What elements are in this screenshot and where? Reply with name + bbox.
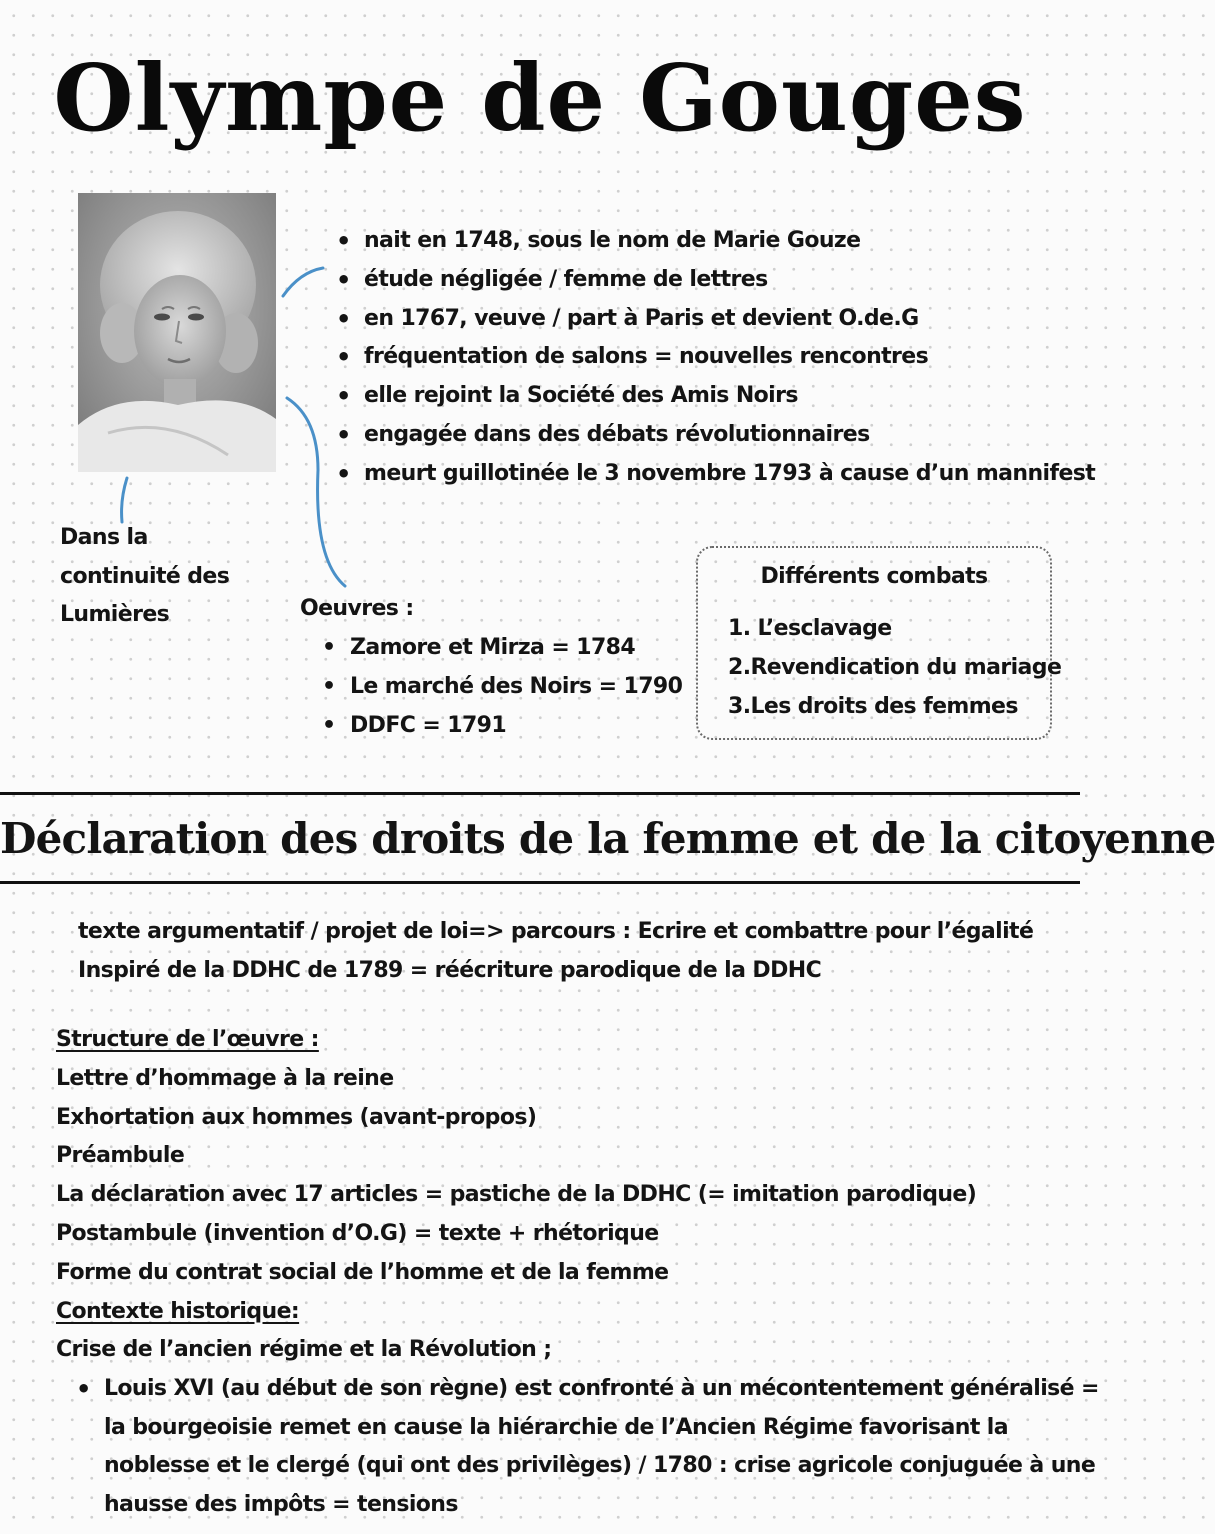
lumieres-line: continuité des [60,563,230,589]
bio-item: • en 1767, veuve / part à Paris et devient O.de.G [336,300,1095,339]
oeuvres-list [322,628,682,745]
connector-to-lumieres [122,478,127,522]
structure-item: Lettre d’hommage à la reine [56,1065,394,1091]
context-intro: Crise de l’ancien régime et la Révolution ; [56,1337,552,1363]
section-divider-top [0,792,1080,795]
lumieres-note [60,519,229,635]
intro-line: Inspiré de la DDHC de 1789 = réécriture parodique de la DDHC [78,957,822,983]
structure-item: Postambule (invention d’O.G) = texte + rhétorique [56,1220,659,1246]
structure-item: Exhortation aux hommes (avant-propos) [56,1104,537,1130]
oeuvre-item: • DDFC = 1791 [322,706,682,745]
structure-section [56,1021,976,1370]
combat-item: 3.Les droits des femmes [728,694,1018,719]
context-line: noblesse et le clergé (qui ont des privilèges) / 1780 : crise agricole conjuguée à une [104,1453,1096,1478]
structure-item: La déclaration avec 17 articles = pastiche de la DDHC (= imitation parodique) [56,1182,977,1208]
structure-item: Forme du contrat social de l’homme et de la femme [56,1259,669,1285]
context-line: Louis XVI (au début de son règne) est confronté à un mécontentement généralisé = [104,1376,1099,1401]
lumieres-line: Lumières [60,602,170,628]
context-bullet-icon: • [76,1375,91,1403]
context-line: hausse des impôts = tensions [104,1491,458,1517]
structure-heading: Structure de l’œuvre : [56,1027,319,1052]
bio-item: • elle rejoint la Société des Amis Noirs [336,377,1095,416]
oeuvre-item: • Zamore et Mirza = 1784 [322,628,682,667]
lumieres-line: Dans la [60,525,148,550]
intro-line: texte argumentatif / projet de loi=> parcours : Ecrire et combattre pour l’égalité [78,919,1034,944]
intro-text [78,913,1033,990]
page-title: Olympe de Gouges [53,44,1027,152]
combats-box [696,546,1062,740]
bio-item: • meurt guillotinée le 3 novembre 1793 à cause d’un mannifest [336,455,1095,494]
combat-item: 1. L’esclavage [728,616,892,641]
connector-to-bio [283,268,323,296]
combat-item: 2.Revendication du mariage [728,655,1062,680]
bio-item: • fréquentation de salons = nouvelles rencontres [336,338,1095,377]
bio-item: • nait en 1748, sous le nom de Marie Gouze [336,222,1095,261]
context-line: la bourgeoisie remet en cause la hiérarchie de l’Ancien Régime favorisant la [104,1414,1008,1440]
oeuvre-item: • Le marché des Noirs = 1790 [322,667,682,706]
section-divider-bottom [0,881,1080,884]
combats-title: Différents combats [760,564,988,589]
oeuvres-title: Oeuvres : [300,596,414,621]
bio-item: • engagée dans des débats révolutionnaires [336,416,1095,455]
context-bullet-item [104,1370,1099,1524]
connector-to-oeuvres [287,398,345,586]
structure-item: Préambule [56,1143,185,1169]
context-heading: Contexte historique: [56,1298,300,1324]
combats-list [728,609,1061,726]
section-title: Déclaration des droits de la femme et de la citoyenne [0,814,1215,863]
bio-item: • étude négligée / femme de lettres [336,261,1095,300]
